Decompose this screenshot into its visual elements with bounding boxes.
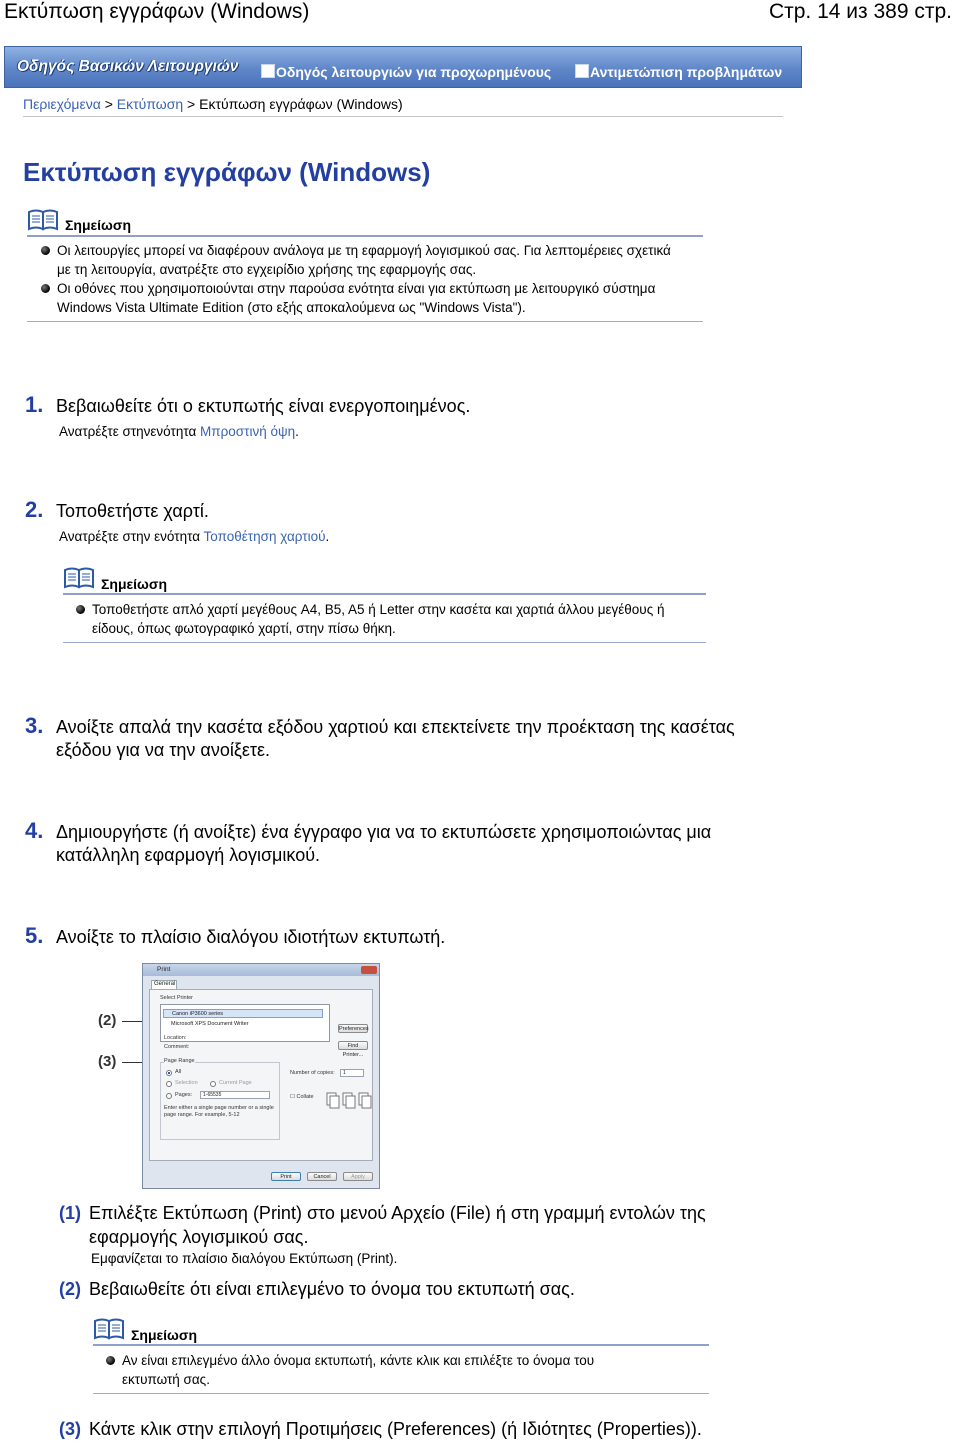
step-text: Τοποθετήστε χαρτί. [56, 501, 209, 521]
bullet-icon [106, 1356, 115, 1365]
substep-text: Επιλέξτε Εκτύπωση (Print) στο μενού Αρχείο (File) ή στη γραμμή εντολών της εφαρμογής λογισμικού σας. [89, 1203, 706, 1247]
all-label: All [175, 1069, 182, 1075]
substep-number: (1) [59, 1203, 81, 1223]
dialog-titlebar: Print [143, 964, 379, 976]
step-text: Ανοίξτε το πλαίσιο διαλόγου ιδιοτήτων εκτυπωτή. [56, 927, 446, 947]
nav-square-icon [261, 64, 275, 78]
tab-general: General [151, 980, 177, 989]
note-item: Τοποθετήστε απλό χαρτί μεγέθους A4, B5, A5 ή Letter στην κασέτα και χαρτιά άλλου μεγέθους ή είδους, όπως φωτογραφικό χαρτί, στην πίσω θήκη. [76, 600, 698, 638]
step-number: 4. [25, 818, 44, 843]
apply-button: Apply [343, 1172, 373, 1181]
radio-current-page [210, 1081, 216, 1087]
selection-label: Selection [175, 1080, 198, 1086]
guide-navbar [4, 46, 802, 88]
page-range-label: Page Range [164, 1058, 195, 1064]
current-page-label: Current Page [219, 1080, 252, 1086]
step-text: Ανοίξτε απαλά την κασέτα εξόδου χαρτιού και επεκτείνετε την προέκταση της κασέτας εξόδου για να την ανοίξετε. [56, 717, 735, 760]
nav-troubleshooting[interactable]: Αντιμετώπιση προβλημάτων [575, 64, 782, 80]
step-reference: Ανατρέξτε στην ενότητα Τοποθέτηση χαρτιού. [59, 529, 330, 544]
step-reference: Ανατρέξτε στηνενότητα Μπροστινή όψη. [59, 424, 299, 439]
breadcrumb-printing-link[interactable]: Εκτύπωση [116, 96, 184, 112]
substep-number: (2) [59, 1279, 81, 1299]
breadcrumb-current: Εκτύπωση εγγράφων (Windows) [199, 96, 403, 112]
radio-selection [166, 1081, 172, 1087]
pages-label: Pages: [175, 1092, 193, 1098]
step-text: Βεβαιωθείτε ότι ο εκτυπωτής είναι ενεργοποιημένος. [56, 396, 471, 416]
printer-row: Microsoft XPS Document Writer [171, 1021, 249, 1027]
nav-advanced-guide[interactable]: Οδηγός λειτουργιών για προχωρημένους [261, 64, 551, 80]
dialog-panel [149, 989, 373, 1161]
note-divider [93, 1393, 709, 1394]
comment-label: Comment: [164, 1044, 190, 1050]
nav-square-icon [575, 64, 589, 78]
note-heading: Σημείωση [65, 217, 132, 233]
substep-text: Βεβαιωθείτε ότι είναι επιλεγμένο το όνομα του εκτυπωτή σας. [89, 1279, 575, 1299]
note-divider [27, 235, 703, 237]
note-item: Οι λειτουργίες μπορεί να διαφέρουν ανάλογα με τη εφαρμογή λογισμικού σας. Για λεπτομέρειες σχετικά με τη λειτουργία, ανατρέξτε στο εγχειρίδιο χρήσης της εφαρμογής σας. [41, 241, 681, 279]
copies-label: Number of copies: [290, 1070, 335, 1076]
preferences-button: Preferences [339, 1026, 369, 1032]
collate-pages-icon [326, 1090, 372, 1110]
step-text: Δημιουργήστε (ή ανοίξτε) ένα έγγραφο για να το εκτυπώσετε χρησιμοποιώντας μια κατάλληλη εφαρμογή λογισμικού. [56, 822, 712, 865]
page-title: Εκτύπωση εγγράφων (Windows) [23, 157, 431, 187]
bullet-icon [41, 246, 50, 255]
substep-note: Εμφανίζεται το πλαίσιο διαλόγου Εκτύπωση (Print). [91, 1251, 398, 1266]
note-body [106, 1351, 646, 1389]
nav-basic-guide[interactable]: Οδηγός Βασικών Λειτουργιών [17, 58, 239, 75]
radio-pages [166, 1093, 172, 1099]
print-dialog-screenshot [142, 963, 380, 1189]
callout-3: (3) [98, 1053, 117, 1070]
note-heading: Σημείωση [131, 1327, 198, 1343]
substep-number: (3) [59, 1419, 81, 1439]
page-range-hint: Enter either a single page number or a single page range. For example, 5-12 [164, 1105, 274, 1118]
find-printer-button: Find Printer... [338, 1041, 368, 1050]
location-label: Location: [164, 1035, 187, 1041]
step-number: 1. [25, 392, 44, 417]
bullet-icon [41, 284, 50, 293]
note-item: Οι οθόνες που χρησιμοποιούνται στην παρούσα ενότητα είναι για εκτύπωση με λειτουργικό σύστημα Windows Vista Ultimate Edition (στο εξής αποκαλούμενα ως "Windows Vista"). [41, 279, 681, 317]
substep-text: Κάντε κλικ στην επιλογή Προτιμήσεις (Preferences) (ή Ιδιότητες (Properties)). [89, 1419, 702, 1439]
callout-2: (2) [98, 1012, 117, 1029]
note-body [76, 600, 698, 638]
page-counter: Стр. 14 из 389 стр. [768, 0, 952, 23]
bullet-icon [76, 605, 85, 614]
note-divider [93, 1344, 709, 1346]
note-divider [63, 593, 706, 595]
document-header-title: Εκτύπωση εγγράφων (Windows) [4, 0, 310, 23]
note-divider [27, 321, 703, 322]
note-book-icon [63, 567, 95, 589]
collate-label: ☐ Collate [290, 1094, 314, 1100]
printer-row-selected: Canon iP3600 series [163, 1009, 323, 1018]
note-book-icon [27, 209, 59, 231]
print-button: Print [271, 1172, 301, 1181]
loading-paper-link[interactable]: Τοποθέτηση χαρτιού [203, 529, 326, 544]
front-view-link[interactable]: Μπροστινή όψη [200, 424, 296, 439]
close-icon [361, 966, 377, 974]
breadcrumb-contents-link[interactable]: Περιεχόμενα [23, 96, 101, 112]
note-item: Αν είναι επιλεγμένο άλλο όνομα εκτυπωτή, κάντε κλικ και επιλέξτε το όνομα του εκτυπωτή σας. [106, 1351, 646, 1389]
breadcrumb-divider [23, 116, 783, 117]
pages-field: 1-65535 [200, 1091, 270, 1099]
note-body [41, 241, 681, 317]
select-printer-label: Select Printer [160, 995, 194, 1001]
note-heading: Σημείωση [101, 576, 168, 592]
cancel-button: Cancel [307, 1172, 337, 1181]
step-number: 3. [25, 713, 44, 738]
note-divider [63, 642, 706, 643]
radio-all [166, 1070, 172, 1076]
note-book-icon [93, 1318, 125, 1340]
copies-field: 1 [340, 1069, 364, 1077]
breadcrumb: Περιεχόμενα > Εκτύπωση > Εκτύπωση εγγράφων (Windows) [23, 96, 403, 112]
step-number: 5. [25, 923, 44, 948]
step-number: 2. [25, 497, 44, 522]
